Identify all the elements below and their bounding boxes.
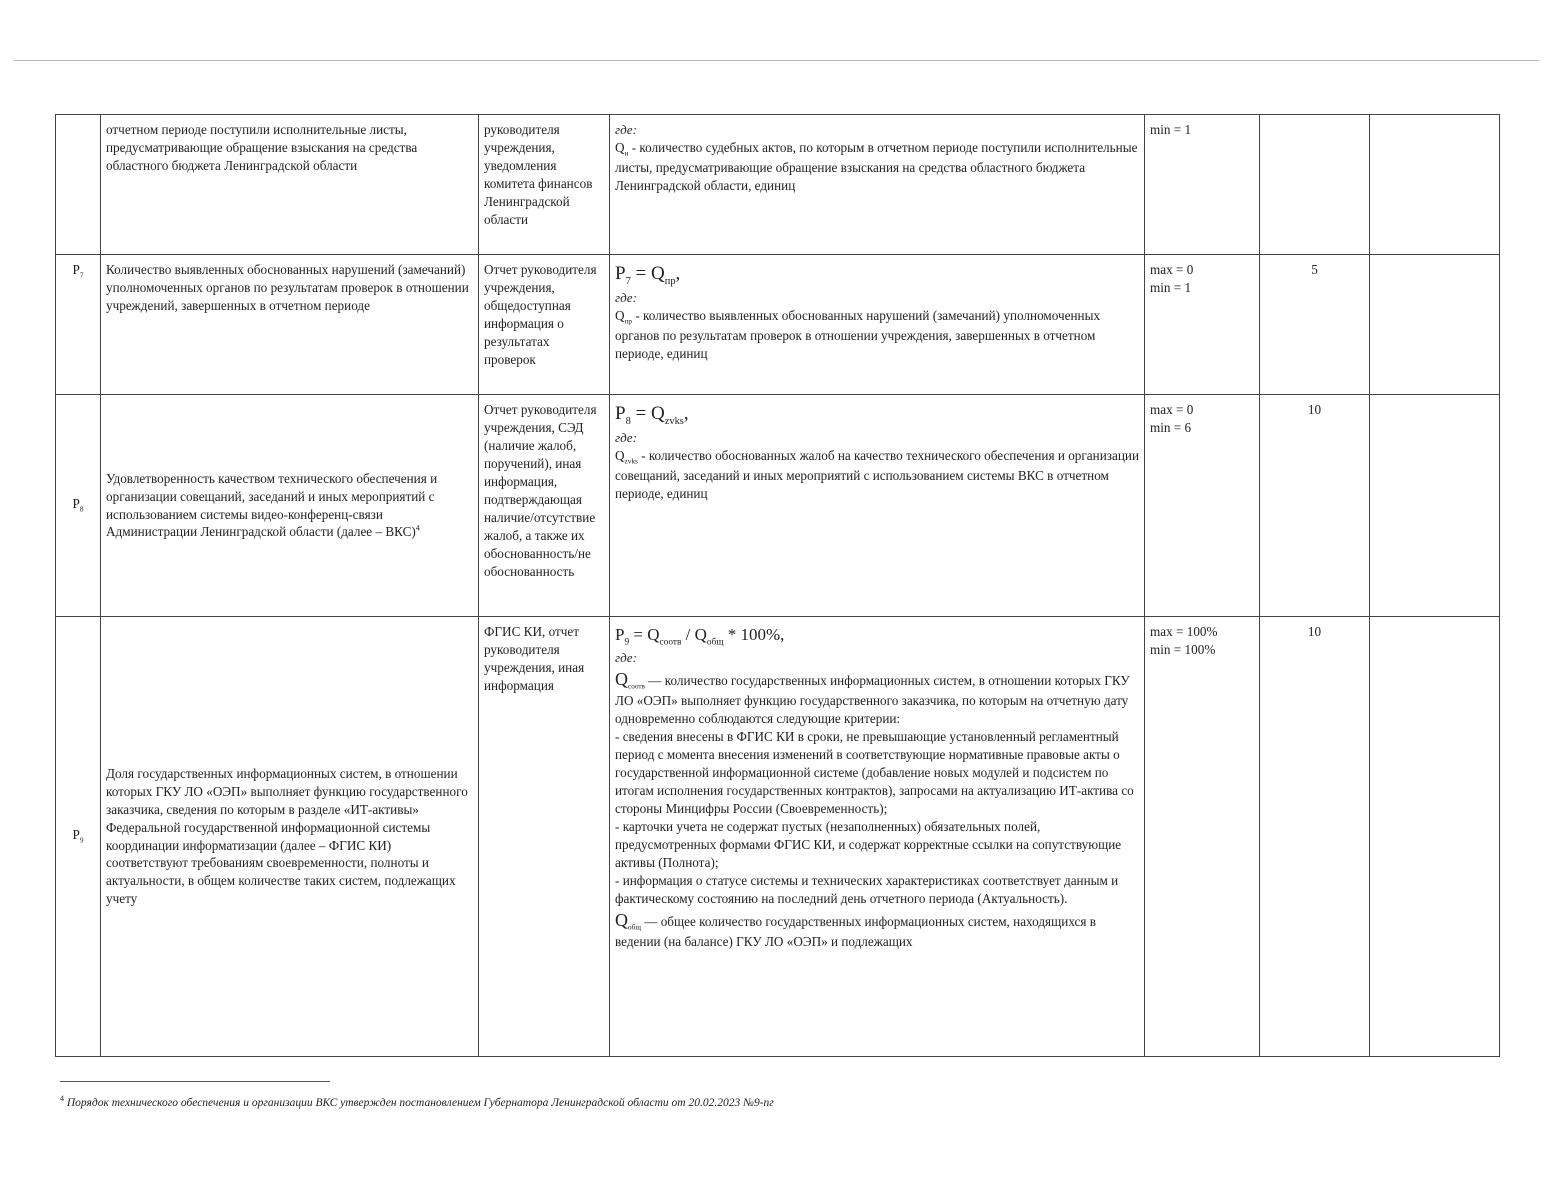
formula-main: $P_8 = Q_{zvks}$, xyxy=(615,403,689,427)
indicator-limits xyxy=(1145,115,1260,255)
table-row-p7 xyxy=(56,255,1500,395)
indicator-source: ФГИС КИ, отчет руководителя учреждения, иная информация xyxy=(479,617,610,1057)
indicator-weight: 10 xyxy=(1260,395,1370,617)
indicator-limits xyxy=(1145,395,1260,617)
formula-definition: $Q_{пр}$ - количество выявленных обоснованных нарушений (замечаний) уполномоченных органов по результатам проверок в отношении учреждения, завершенных в отчетном периоде, единиц xyxy=(615,307,1101,362)
indicator-formula xyxy=(610,617,1145,1057)
indicator-name: отчетном периоде поступили исполнительные листы, предусматривающие обращение взыскания на средства областного бюджета Ленинградской области xyxy=(101,115,479,255)
indicator-name: Количество выявленных обоснованных нарушений (замечаний) уполномоченных органов по результатам проверок в отношении учреждений, завершенных в отчетном периоде xyxy=(101,255,479,395)
footnote-text: Порядок технического обеспечения и организации ВКС утвержден постановлением Губернатора Ленинградской области от 20.02.2023 №9-пг xyxy=(64,1096,774,1109)
indicator-weight: 5 xyxy=(1260,255,1370,395)
formula-main: $P_9 = Q_{соотв} / Q_{общ} * 100\%$, xyxy=(615,625,785,648)
formula-where: где: xyxy=(615,290,637,305)
indicator-source: руководителя учреждения, уведомления комитета финансов Ленинградской области xyxy=(479,115,610,255)
indicator-limits xyxy=(1145,617,1260,1057)
indicator-code xyxy=(56,115,101,255)
footnote-rule xyxy=(60,1081,330,1082)
formula-main: $P_7 = Q_{пр}$, xyxy=(615,263,681,287)
limit-min: min = 100% xyxy=(1150,641,1216,657)
formula-definition-total: $Q_{общ}$ — общее количество государственных информационных систем, находящихся в ведении (на балансе) ГКУ ЛО «ОЭП» и подлежащих xyxy=(615,909,1096,950)
footnote-ref: 4 xyxy=(415,524,420,534)
indicator-code: $P_8$ xyxy=(56,395,101,617)
limit-min: min = 1 xyxy=(1150,279,1192,295)
indicator-weight xyxy=(1260,115,1370,255)
limit-min: min = 1 xyxy=(1150,122,1192,137)
formula-where: где: xyxy=(615,430,637,445)
indicator-code: $P_7$ xyxy=(56,255,101,395)
indicator-code: $P_9$ xyxy=(56,617,101,1057)
formula-where: где: xyxy=(615,122,637,137)
criterion-timeliness: - сведения внесены в ФГИС КИ в сроки, не превышающие установленный регламентный период с момента внесения изменений в соответствующие нормативные правовые акты о государственной информационной системе (добавление новых модулей и подсистем по итогам исполнения государственных контрактов), запросами на актуализацию ИТ-актива со стороны Минцифры России (Своевременность); xyxy=(615,729,1134,816)
formula-definition: $Q_{zvks}$ - количество обоснованных жалоб на качество технического обеспечения и организации совещаний, заседаний и иных мероприятий с использованием системы ВКС в отчетном периоде, единиц xyxy=(615,447,1140,502)
indicator-source: Отчет руководителя учреждения, СЭД (наличие жалоб, поручений), иная информация, подтверждающая наличие/отсутствие жалоб, а также их обоснованность/не обоснованность xyxy=(479,395,610,617)
criterion-relevance: - информация о статусе системы и технических характеристиках соответствует данным и фактическому состоянию на последний день отчетного периода (Актуальность). xyxy=(615,872,1119,906)
indicator-extra xyxy=(1370,395,1500,617)
limit-min: min = 6 xyxy=(1150,419,1192,435)
formula-definition: $Q_{соотв}$ — количество государственных информационных систем, в отношении которых ГКУ ЛО «ОЭП» выполняет функцию государственного заказчика, по которым на отчетную дату одновременно соблюдаются следующие критерии: xyxy=(615,668,1130,727)
indicator-extra xyxy=(1370,255,1500,395)
indicator-formula xyxy=(610,255,1145,395)
formula-definition: $Q_и$ - количество судебных актов, по которым в отчетном периоде поступили исполнительные листы, предусматривающие обращение взыскания на средства областного бюджета Ленинградской области, единиц xyxy=(615,139,1138,194)
limit-max: max = 0 xyxy=(1150,402,1194,417)
top-rule xyxy=(14,60,1539,61)
table-row-continuation xyxy=(56,115,1500,255)
indicator-name: Удовлетворенность качеством технического обеспечения и организации совещаний, заседаний и иных мероприятий с использованием системы видео-конференц-связи Администрации Ленинградской области (далее – ВКС)$^4$ xyxy=(101,395,479,617)
footnote-mark: 4 xyxy=(60,1094,64,1103)
table-row-p9 xyxy=(56,617,1500,1057)
indicator-formula xyxy=(610,395,1145,617)
indicator-name: Доля государственных информационных систем, в отношении которых ГКУ ЛО «ОЭП» выполняет функцию государственного заказчика, сведения по которым в разделе «ИТ-активы» Федеральной государственной информационной системы координации информатизации (далее – ФГИС КИ) соответствуют требованиям своевременности, полноты и актуальности, в общем количестве таких систем, подлежащих учету xyxy=(101,617,479,1057)
criterion-completeness: - карточки учета не содержат пустых (незаполненных) обязательных полей, предусмотренных формами ФГИС КИ, и содержат корректные ссылки на сопутствующие активы (Полнота); xyxy=(615,818,1122,870)
footnote xyxy=(60,1094,774,1109)
indicators-table xyxy=(55,114,1500,1057)
indicator-extra xyxy=(1370,115,1500,255)
limit-max: max = 0 xyxy=(1150,262,1194,277)
indicator-weight: 10 xyxy=(1260,617,1370,1057)
indicator-limits xyxy=(1145,255,1260,395)
indicator-extra xyxy=(1370,617,1500,1057)
limit-max: max = 100% xyxy=(1150,624,1218,639)
indicator-source: Отчет руководителя учреждения, общедоступная информация о результатах проверок xyxy=(479,255,610,395)
table-row-p8 xyxy=(56,395,1500,617)
formula-where: где: xyxy=(615,650,637,666)
indicator-formula xyxy=(610,115,1145,255)
